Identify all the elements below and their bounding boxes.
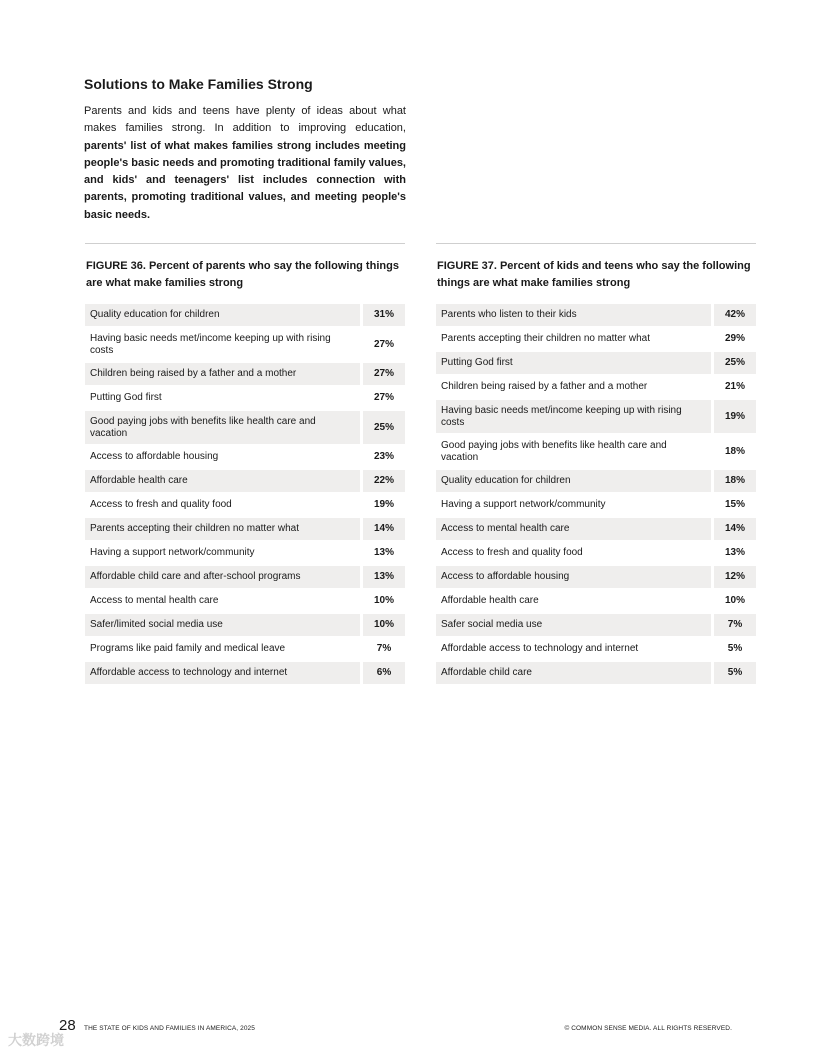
figure-37-caption: FIGURE 37. Percent of kids and teens who say the following things are what make families strong [437, 260, 751, 289]
intro-plain-text: Parents and kids and teens have plenty of ideas about what makes families strong. In addition to improving education, [84, 105, 406, 135]
row-label: Affordable health care [85, 469, 362, 493]
row-label: Affordable access to technology and internet [85, 661, 362, 685]
table-row [85, 517, 405, 541]
row-label: Good paying jobs with benefits like health care and vacation [85, 410, 362, 445]
intro-paragraph [84, 103, 406, 224]
row-value: 7% [713, 613, 757, 637]
table-row [436, 469, 756, 493]
table-row [436, 517, 756, 541]
watermark: 大数跨境 [8, 1032, 64, 1048]
table-row [436, 661, 756, 685]
row-value: 31% [362, 304, 406, 327]
row-label: Affordable health care [436, 589, 713, 613]
table-row [85, 327, 405, 362]
intro-bold-text: parents' list of what makes families strong includes meeting people's basic needs and promoting traditional family values, and kids' and teenagers' list includes connection with parents, promoting traditional values, and meeting people's basic needs. [84, 139, 406, 221]
row-label: Having a support network/community [436, 493, 713, 517]
table-row [436, 589, 756, 613]
figure-37 [436, 243, 756, 678]
section-title: Solutions to Make Families Strong [84, 76, 313, 92]
row-label: Having a support network/community [85, 541, 362, 565]
row-label: Quality education for children [436, 469, 713, 493]
row-value: 13% [362, 565, 406, 589]
row-value: 14% [713, 517, 757, 541]
row-value: 19% [362, 493, 406, 517]
row-label: Quality education for children [85, 304, 362, 327]
row-value: 23% [362, 445, 406, 469]
row-label: Affordable child care [436, 661, 713, 685]
table-row [436, 434, 756, 469]
table-row [436, 493, 756, 517]
row-value: 21% [713, 375, 757, 399]
row-label: Good paying jobs with benefits like health care and vacation [436, 434, 713, 469]
table-row [436, 351, 756, 375]
row-label: Access to affordable housing [85, 445, 362, 469]
row-label: Affordable access to technology and internet [436, 637, 713, 661]
table-row [85, 589, 405, 613]
row-value: 5% [713, 637, 757, 661]
table-row [85, 445, 405, 469]
table-row [85, 410, 405, 445]
figure-37-table [436, 304, 756, 686]
row-label: Children being raised by a father and a mother [436, 375, 713, 399]
table-row [436, 613, 756, 637]
row-value: 25% [713, 351, 757, 375]
row-value: 22% [362, 469, 406, 493]
row-label: Parents who listen to their kids [436, 304, 713, 327]
row-label: Safer/limited social media use [85, 613, 362, 637]
row-label: Parents accepting their children no matter what [85, 517, 362, 541]
table-row [85, 661, 405, 685]
row-value: 6% [362, 661, 406, 685]
row-label: Having basic needs met/income keeping up with rising costs [436, 399, 713, 434]
row-label: Children being raised by a father and a mother [85, 362, 362, 386]
row-label: Parents accepting their children no matter what [436, 327, 713, 351]
table-row [85, 386, 405, 410]
row-label: Access to affordable housing [436, 565, 713, 589]
row-label: Putting God first [85, 386, 362, 410]
row-value: 13% [713, 541, 757, 565]
row-value: 25% [362, 410, 406, 445]
row-value: 42% [713, 304, 757, 327]
row-value: 15% [713, 493, 757, 517]
table-row [85, 304, 405, 327]
row-label: Access to fresh and quality food [85, 493, 362, 517]
figure-36-table [85, 304, 405, 686]
row-value: 27% [362, 386, 406, 410]
table-row [85, 362, 405, 386]
row-label: Safer social media use [436, 613, 713, 637]
row-value: 18% [713, 434, 757, 469]
footer-copyright: © COMMON SENSE MEDIA. ALL RIGHTS RESERVED. [564, 1025, 732, 1032]
footer-report-title: THE STATE OF KIDS AND FAMILIES IN AMERICA, 2025 [84, 1025, 255, 1032]
table-row [436, 541, 756, 565]
row-value: 27% [362, 327, 406, 362]
row-label: Affordable child care and after-school programs [85, 565, 362, 589]
row-label: Putting God first [436, 351, 713, 375]
row-value: 18% [713, 469, 757, 493]
row-value: 10% [713, 589, 757, 613]
row-value: 13% [362, 541, 406, 565]
figure-36 [85, 243, 405, 678]
table-row [436, 327, 756, 351]
row-value: 12% [713, 565, 757, 589]
row-value: 19% [713, 399, 757, 434]
row-label: Access to fresh and quality food [436, 541, 713, 565]
row-value: 29% [713, 327, 757, 351]
row-value: 27% [362, 362, 406, 386]
row-value: 7% [362, 637, 406, 661]
row-value: 5% [713, 661, 757, 685]
table-row [436, 375, 756, 399]
page-number: 28 [59, 1017, 76, 1034]
row-label: Access to mental health care [436, 517, 713, 541]
row-value: 10% [362, 613, 406, 637]
table-row [436, 565, 756, 589]
table-row [85, 613, 405, 637]
row-value: 10% [362, 589, 406, 613]
table-row [85, 541, 405, 565]
figure-37-divider [436, 243, 756, 244]
row-label: Access to mental health care [85, 589, 362, 613]
table-row [85, 565, 405, 589]
row-value: 14% [362, 517, 406, 541]
row-label: Programs like paid family and medical leave [85, 637, 362, 661]
row-label: Having basic needs met/income keeping up with rising costs [85, 327, 362, 362]
table-row [436, 304, 756, 327]
table-row [85, 469, 405, 493]
table-row [436, 399, 756, 434]
figure-36-caption: FIGURE 36. Percent of parents who say the following things are what make families strong [86, 260, 399, 289]
table-row [85, 493, 405, 517]
figure-36-divider [85, 243, 405, 244]
table-row [436, 637, 756, 661]
table-row [85, 637, 405, 661]
